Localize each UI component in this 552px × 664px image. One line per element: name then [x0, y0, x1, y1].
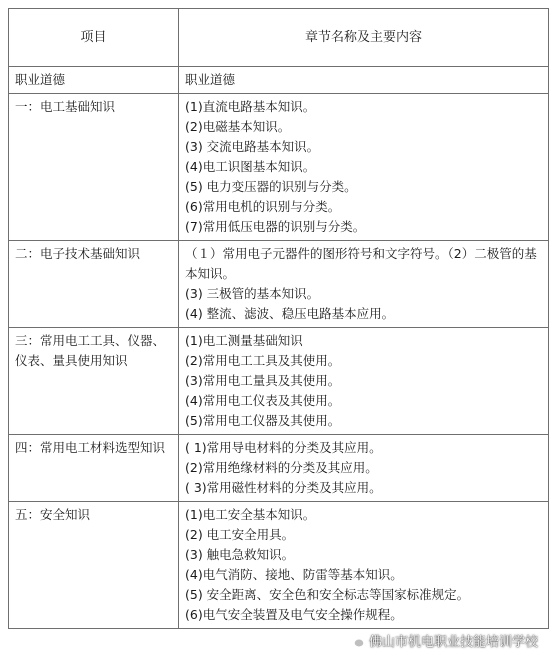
content-line: 职业道德 — [185, 72, 236, 87]
content-line: ( 3)常用磁性材料的分类及其应用。 — [185, 480, 382, 495]
content-line: (3) 交流电路基本知识。 — [185, 139, 320, 154]
topic-cell: 三：常用电工工具、仪器、仪表、量具使用知识 — [9, 328, 179, 435]
table-header-row — [9, 9, 549, 67]
content-line: (1)直流电路基本知识。 — [185, 99, 316, 114]
watermark-text: 佛山市机电职业技能培训学校 — [368, 635, 538, 650]
content-line: (3)常用电工量具及其使用。 — [185, 373, 341, 388]
content-line: (3) 触电急救知识。 — [185, 547, 295, 562]
content-line: (2)常用电工工具及其使用。 — [185, 353, 341, 368]
content-line: (2) 电工安全用具。 — [185, 527, 295, 542]
content-line: (3) 三极管的基本知识。 — [185, 286, 320, 301]
content-line: (6)电气安全装置及电气安全操作规程。 — [185, 607, 403, 622]
content-line: (5) 电力变压器的识别与分类。 — [185, 179, 357, 194]
content-cell — [179, 94, 549, 241]
topic-cell: 二：电子技术基础知识 — [9, 241, 179, 328]
content-cell — [179, 328, 549, 435]
content-line: (5)常用电工仪器及其使用。 — [185, 413, 341, 428]
content-line: (1)电工安全基本知识。 — [185, 507, 316, 522]
content-line: (2)电磁基本知识。 — [185, 119, 291, 134]
content-line: (6)常用电机的识别与分类。 — [185, 199, 341, 214]
topic-cell: 四：常用电工材料选型知识 — [9, 435, 179, 502]
content-line: (4)电气消防、接地、防雷等基本知识。 — [185, 567, 403, 582]
column-header-content: 章节名称及主要内容 — [179, 9, 549, 67]
table-row — [9, 435, 549, 502]
table-row — [9, 94, 549, 241]
table-row — [9, 328, 549, 435]
topic-cell: 职业道德 — [9, 67, 179, 94]
content-cell — [179, 67, 549, 94]
content-cell — [179, 241, 549, 328]
wechat-icon — [347, 633, 365, 649]
content-cell — [179, 435, 549, 502]
watermark — [347, 631, 538, 650]
table-row — [9, 502, 549, 629]
column-header-item: 项目 — [9, 9, 179, 67]
content-line: (1)电工测量基础知识 — [185, 333, 303, 348]
syllabus-table — [8, 8, 549, 629]
topic-cell: 五：安全知识 — [9, 502, 179, 629]
table-row — [9, 67, 549, 94]
table-row — [9, 241, 549, 328]
content-line: (4)电工识图基本知识。 — [185, 159, 316, 174]
content-line: (4)常用电工仪表及其使用。 — [185, 393, 341, 408]
content-line: (4) 整流、滤波、稳压电路基本应用。 — [185, 306, 395, 321]
content-line: (5) 安全距离、安全色和安全标志等国家标准规定。 — [185, 587, 470, 602]
content-line: (7)常用低压电器的识别与分类。 — [185, 219, 366, 234]
content-line: (2)常用绝缘材料的分类及其应用。 — [185, 460, 378, 475]
content-line: ( 1)常用导电材料的分类及其应用。 — [185, 440, 382, 455]
topic-cell: 一：电工基础知识 — [9, 94, 179, 241]
content-line: （１）常用电子元器件的图形符号和文字符号。（2）二极管的基本知识。 — [185, 246, 537, 281]
content-cell — [179, 502, 549, 629]
